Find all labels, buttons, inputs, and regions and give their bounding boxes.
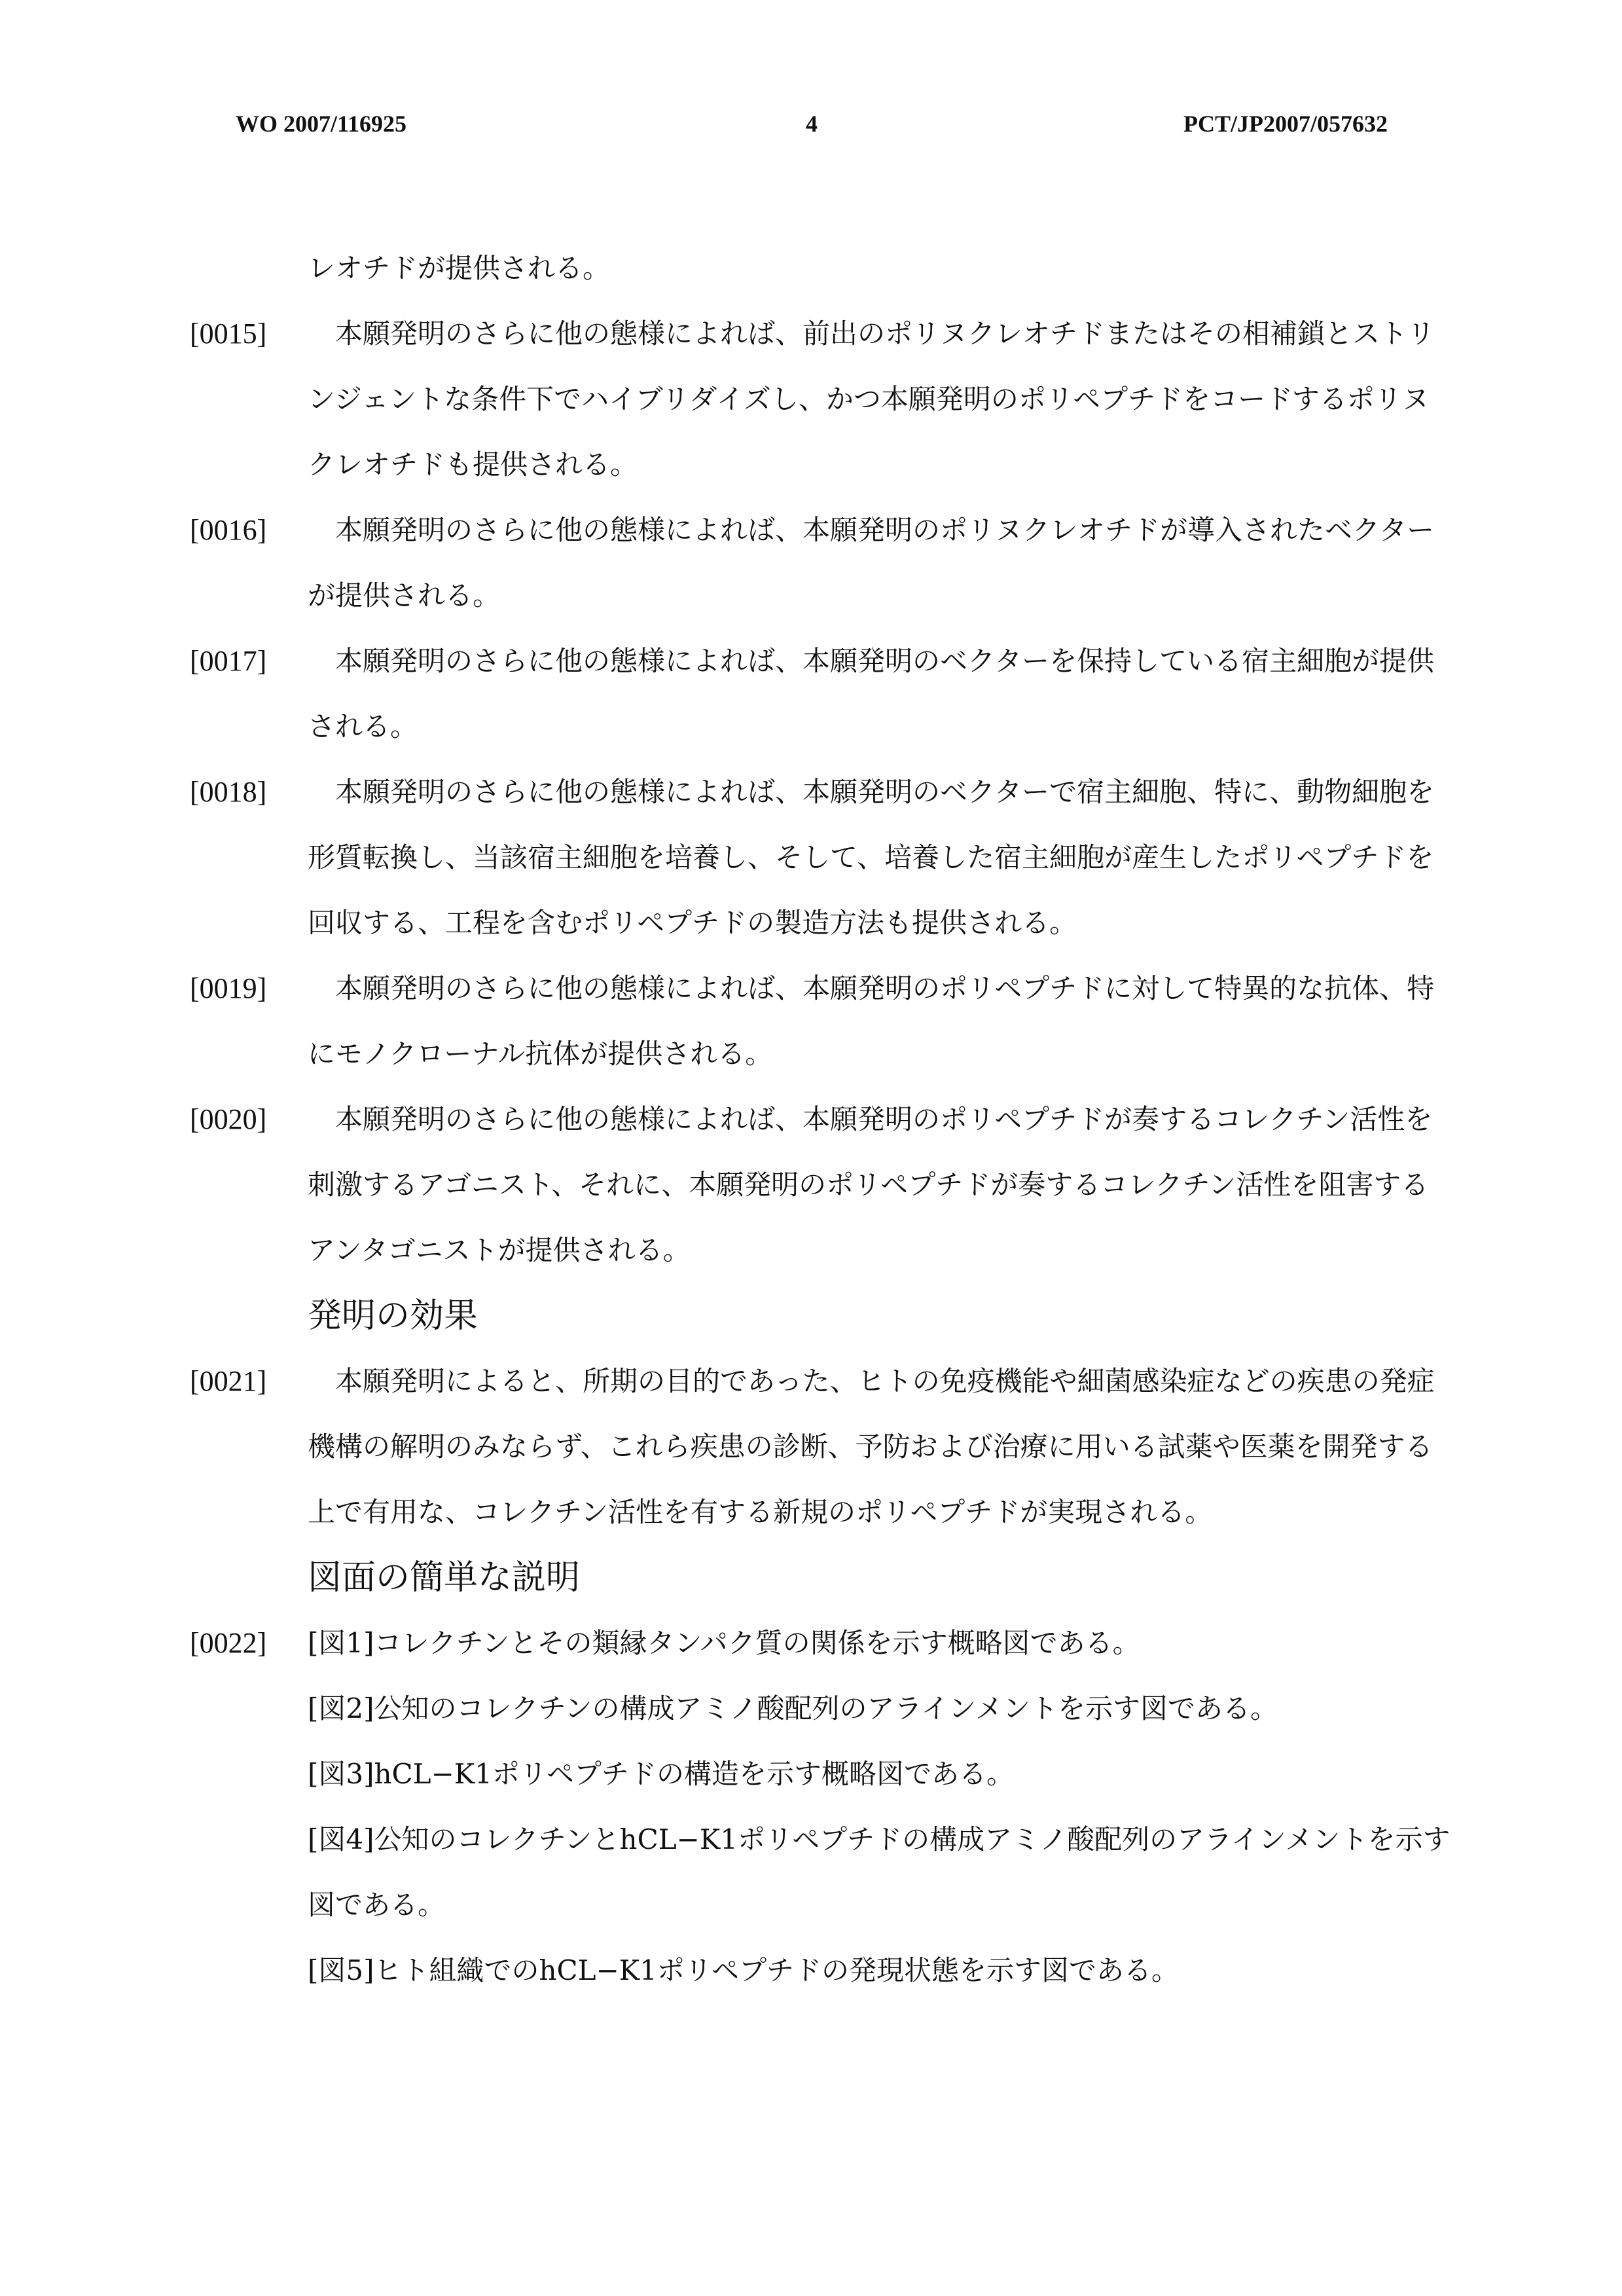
paragraph-text: 本願発明のさらに他の態様によれば、本願発明のポリヌクレオチドが導入されたベクターが提供される。	[308, 514, 1435, 611]
figure-description-2: [図2]公知のコレクチンの構成アミノ酸配列のアラインメントを示す図である。	[308, 1692, 1278, 1724]
paragraph-number: [0021]	[190, 1365, 267, 1397]
figure-description-3: [図3]hCL−K1ポリペプチドの構造を示す概略図である。	[308, 1758, 1015, 1790]
page-header	[236, 110, 1388, 149]
paragraph-text: 本願発明のさらに他の態様によれば、本願発明のポリペプチドに対して特異的な抗体、特にモノクローナル抗体が提供される。	[308, 972, 1435, 1070]
page-number: 4	[806, 111, 818, 137]
figure-description-1: [図1]コレクチンとその類縁タンパク質の関係を示す概略図である。	[308, 1627, 1140, 1659]
paragraph-number: [0016]	[190, 514, 267, 546]
paragraph-number: [0020]	[190, 1103, 267, 1135]
paragraph-text: 本願発明によると、所期の目的であった、ヒトの免疫機能や細菌感染症などの疾患の発症機構の解明のみならず、これら疾患の診断、予防および治療に用いる試薬や医薬を開発する上で有用な、コレクチン活性を有する新規のポリペプチドが実現される。	[308, 1365, 1435, 1528]
figure-description-4: [図4]公知のコレクチンとhCL−K1ポリペプチドの構成アミノ酸配列のアラインメントを示す図である。	[308, 1823, 1451, 1921]
figure-description-5: [図5]ヒト組織でのhCL−K1ポリペプチドの発現状態を示す図である。	[308, 1954, 1180, 1986]
paragraph-text: 本願発明のさらに他の態様によれば、本願発明のポリペプチドが奏するコレクチン活性を刺激するアゴニスト、それに、本願発明のポリペプチドが奏するコレクチン活性を阻害するアンタゴニストが提供される。	[308, 1103, 1433, 1266]
section-heading-drawings: 図面の簡単な説明	[308, 1558, 581, 1597]
section-heading-effect: 発明の効果	[308, 1296, 478, 1336]
paragraph-number: [0018]	[190, 776, 267, 808]
paragraph-text: 本願発明のさらに他の態様によれば、本願発明のベクターを保持している宿主細胞が提供される。	[308, 645, 1435, 742]
paragraph-number: [0019]	[190, 972, 267, 1004]
paragraph-0019	[190, 956, 1453, 1087]
paragraph-0021	[190, 1349, 1453, 1545]
paragraph-0018	[190, 759, 1453, 956]
document-body	[190, 236, 1453, 2003]
paragraph-0020	[190, 1087, 1453, 1283]
paragraph-number: [0015]	[190, 318, 267, 350]
paragraph-number: [0017]	[190, 645, 267, 677]
paragraph-0017	[190, 629, 1453, 759]
paragraph-0016	[190, 498, 1453, 629]
application-number: PCT/JP2007/057632	[1183, 111, 1388, 137]
publication-number: WO 2007/116925	[236, 111, 407, 137]
paragraph-0022	[190, 1611, 1453, 2003]
paragraph-number: [0022]	[190, 1627, 267, 1659]
continuation-text: レオチドが提供される。	[308, 252, 611, 284]
paragraph-0015	[190, 301, 1453, 498]
continuation-paragraph	[190, 236, 1453, 301]
paragraph-text: 本願発明のさらに他の態様によれば、前出のポリヌクレオチドまたはその相補鎖とストリンジェントな条件下でハイブリダイズし、かつ本願発明のポリペプチドをコードするポリヌクレオチドも提供される。	[308, 318, 1435, 481]
paragraph-text: 本願発明のさらに他の態様によれば、本願発明のベクターで宿主細胞、特に、動物細胞を形質転換し、当該宿主細胞を培養し、そして、培養した宿主細胞が産生したポリペプチドを回収する、工程を含むポリペプチドの製造方法も提供される。	[308, 776, 1435, 939]
